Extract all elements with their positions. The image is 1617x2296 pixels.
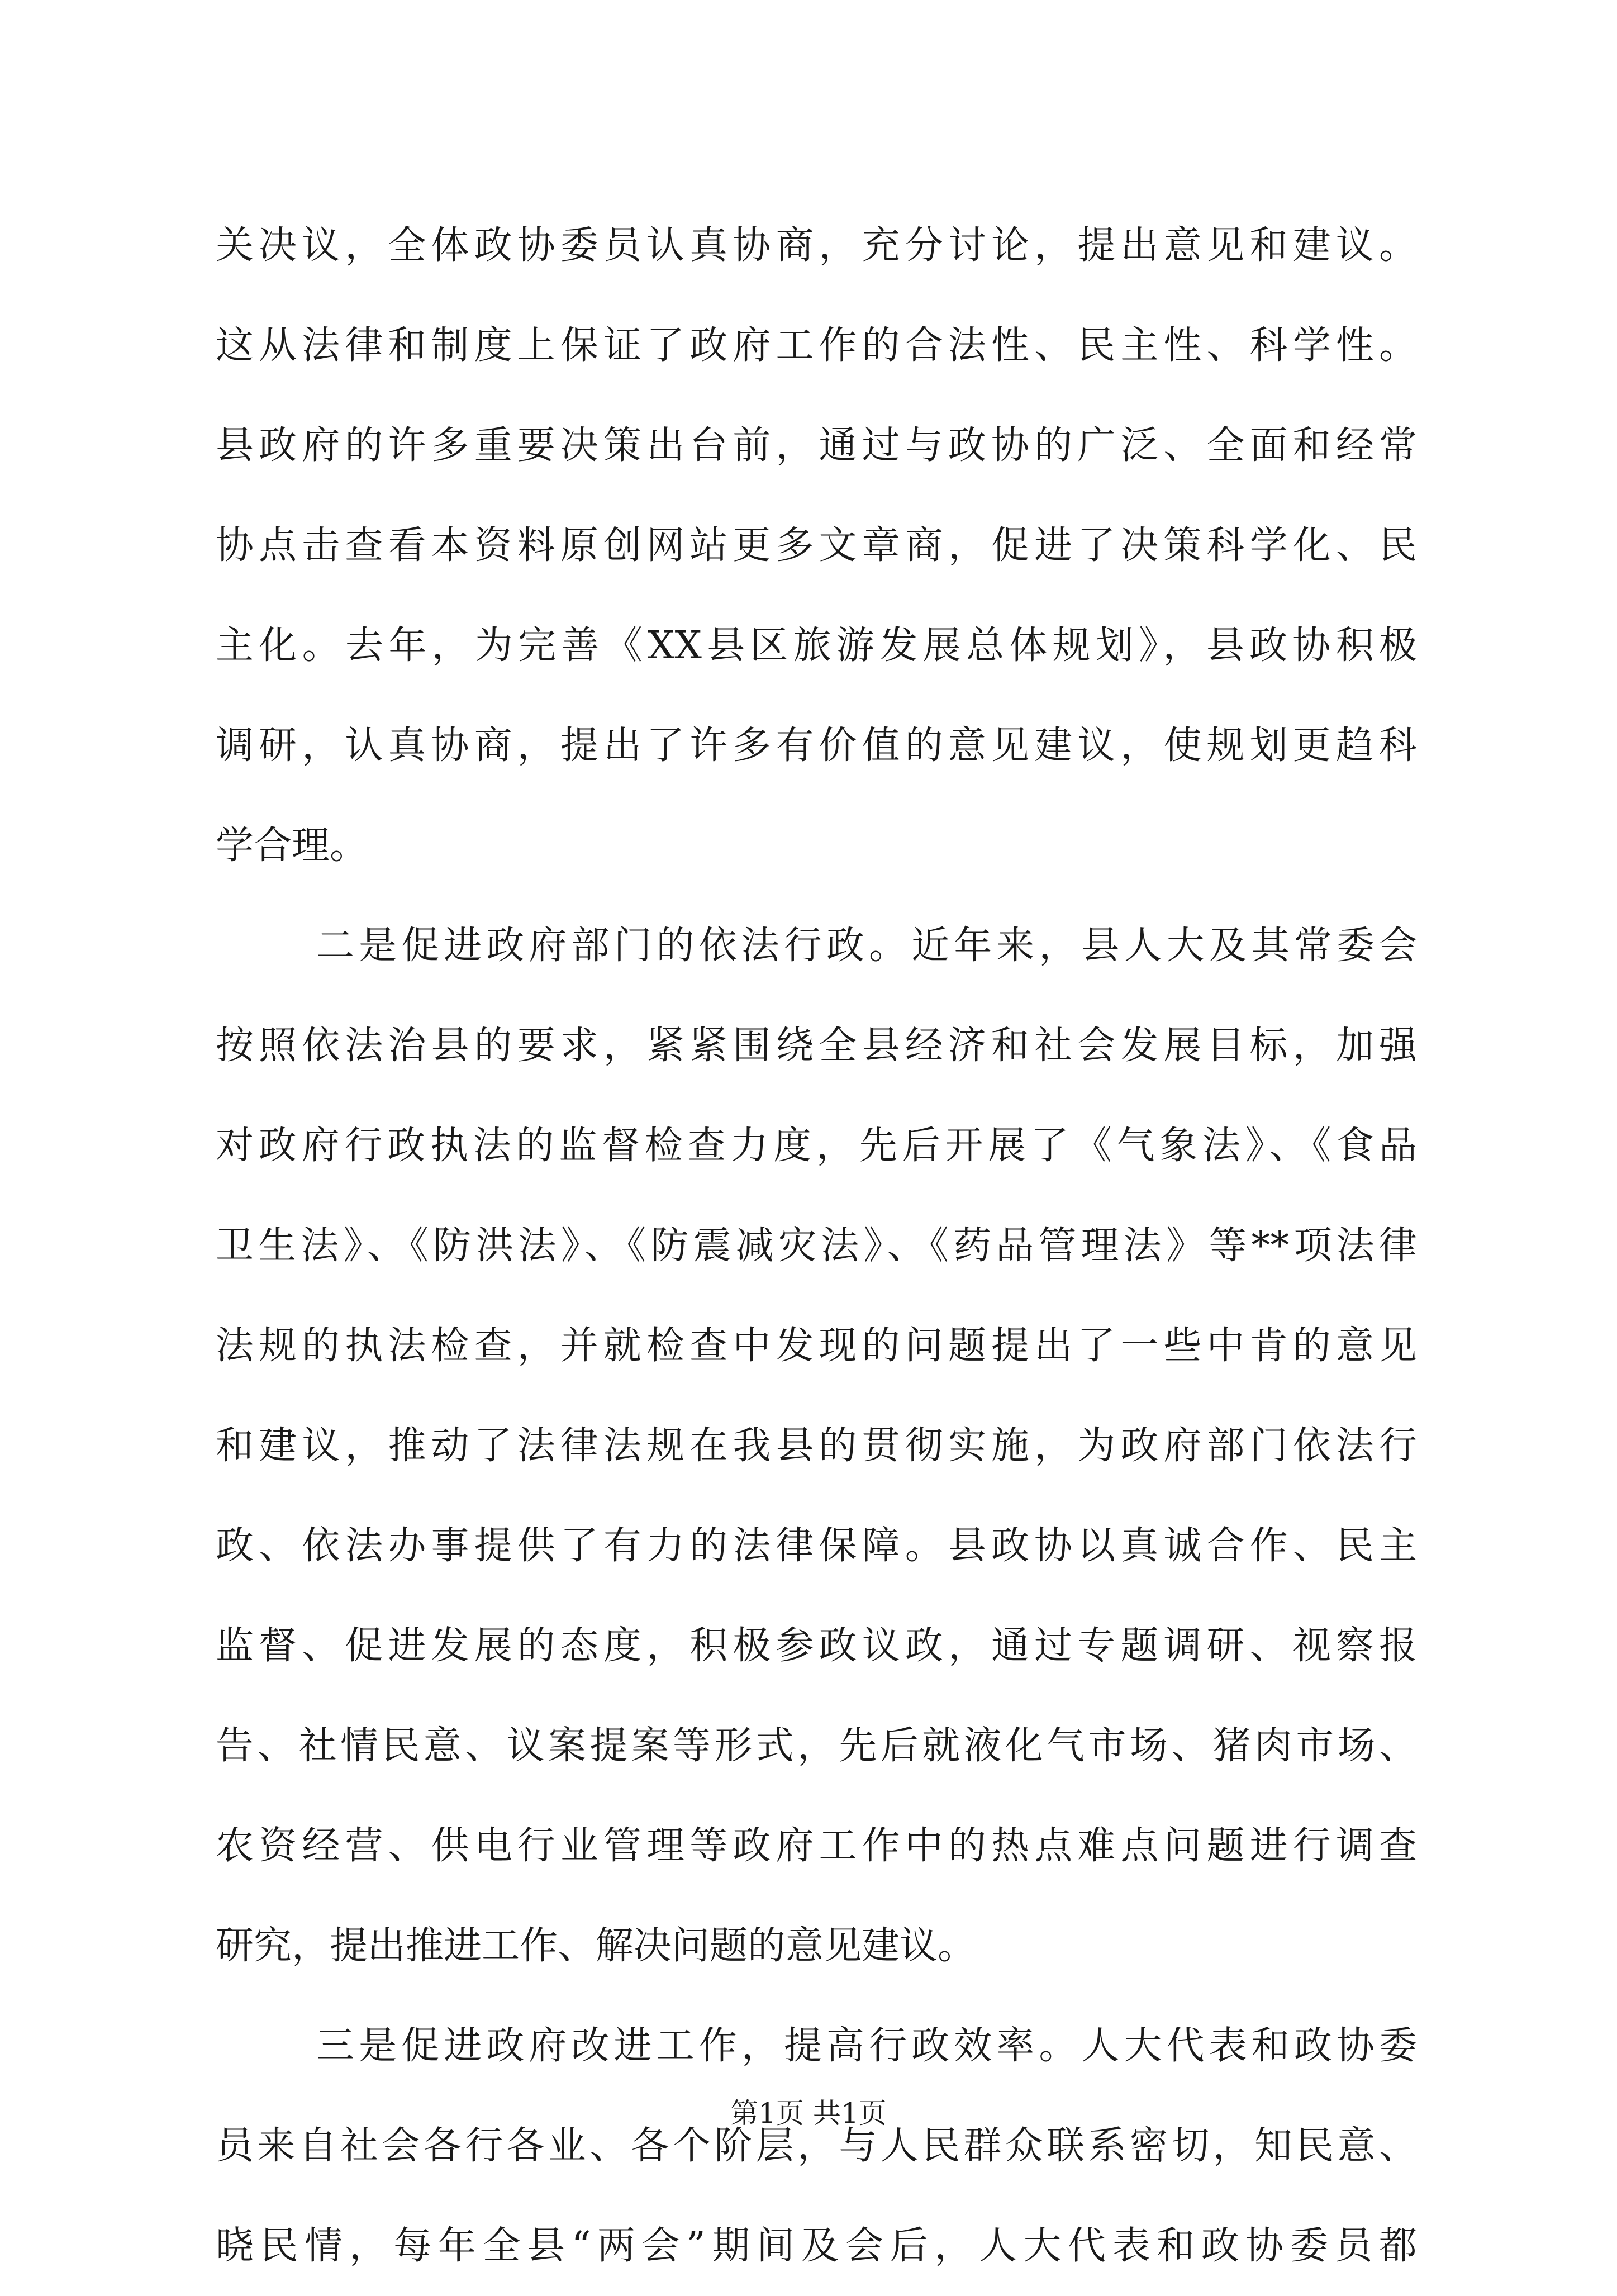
text-line: 研究，提出推进工作、解决问题的意见建议。 [216, 1924, 976, 1968]
document-body [216, 196, 1417, 2296]
text-line: 监督、促进发展的态度，积极参政议政，通过专题调研、视察报 [216, 1624, 1417, 1668]
text-line: 协点击查看本资料原创网站更多文章商，促进了决策科学化、民 [216, 524, 1417, 568]
text-line: 这从法律和制度上保证了政府工作的合法性、民主性、科学性。 [216, 324, 1417, 368]
text-line: 二是促进政府部门的依法行政。近年来，县人大及其常委会 [316, 924, 1417, 968]
text-line: 关决议，全体政协委员认真协商，充分讨论，提出意见和建议。 [216, 224, 1417, 268]
page-footer: 第1页 共1页 [730, 2097, 887, 2129]
paragraph [216, 1996, 1417, 2296]
text-line: 按照依法治县的要求，紧紧围绕全县经济和社会发展目标，加强 [216, 1024, 1417, 1068]
text-line: 主化。去年，为完善《XX县区旅游发展总体规划》，县政协积极 [216, 624, 1417, 668]
text-line: 员来自社会各行各业、各个阶层，与人民群众联系密切，知民意、 [216, 2124, 1417, 2168]
text-line: 学合理。 [216, 824, 368, 868]
text-line: 农资经营、供电行业管理等政府工作中的热点难点问题进行调查 [216, 1824, 1417, 1868]
text-line: 调研，认真协商，提出了许多有价值的意见建议，使规划更趋科 [216, 724, 1417, 768]
text-line: 告、社情民意、议案提案等形式，先后就液化气市场、猪肉市场、 [216, 1724, 1417, 1768]
text-line: 晓民情，每年全县“两会”期间及会后，人大代表和政协委员都 [216, 2224, 1417, 2268]
text-line: 法规的执法检查，并就检查中发现的问题提出了一些中肯的意见 [216, 1324, 1417, 1368]
text-line: 政、依法办事提供了有力的法律保障。县政协以真诚合作、民主 [216, 1524, 1417, 1568]
text-line: 和建议，推动了法律法规在我县的贯彻实施，为政府部门依法行 [216, 1424, 1417, 1468]
text-line: 三是促进政府改进工作，提高行政效率。人大代表和政协委 [316, 2024, 1417, 2068]
text-line: 卫生法》、《防洪法》、《防震减灾法》、《药品管理法》等**项法律 [216, 1224, 1417, 1268]
paragraph [216, 896, 1417, 1996]
text-line: 县政府的许多重要决策出台前，通过与政协的广泛、全面和经常 [216, 424, 1417, 468]
paragraph [216, 196, 1417, 896]
text-line: 对政府行政执法的监督检查力度，先后开展了《气象法》、《食品 [216, 1124, 1417, 1168]
